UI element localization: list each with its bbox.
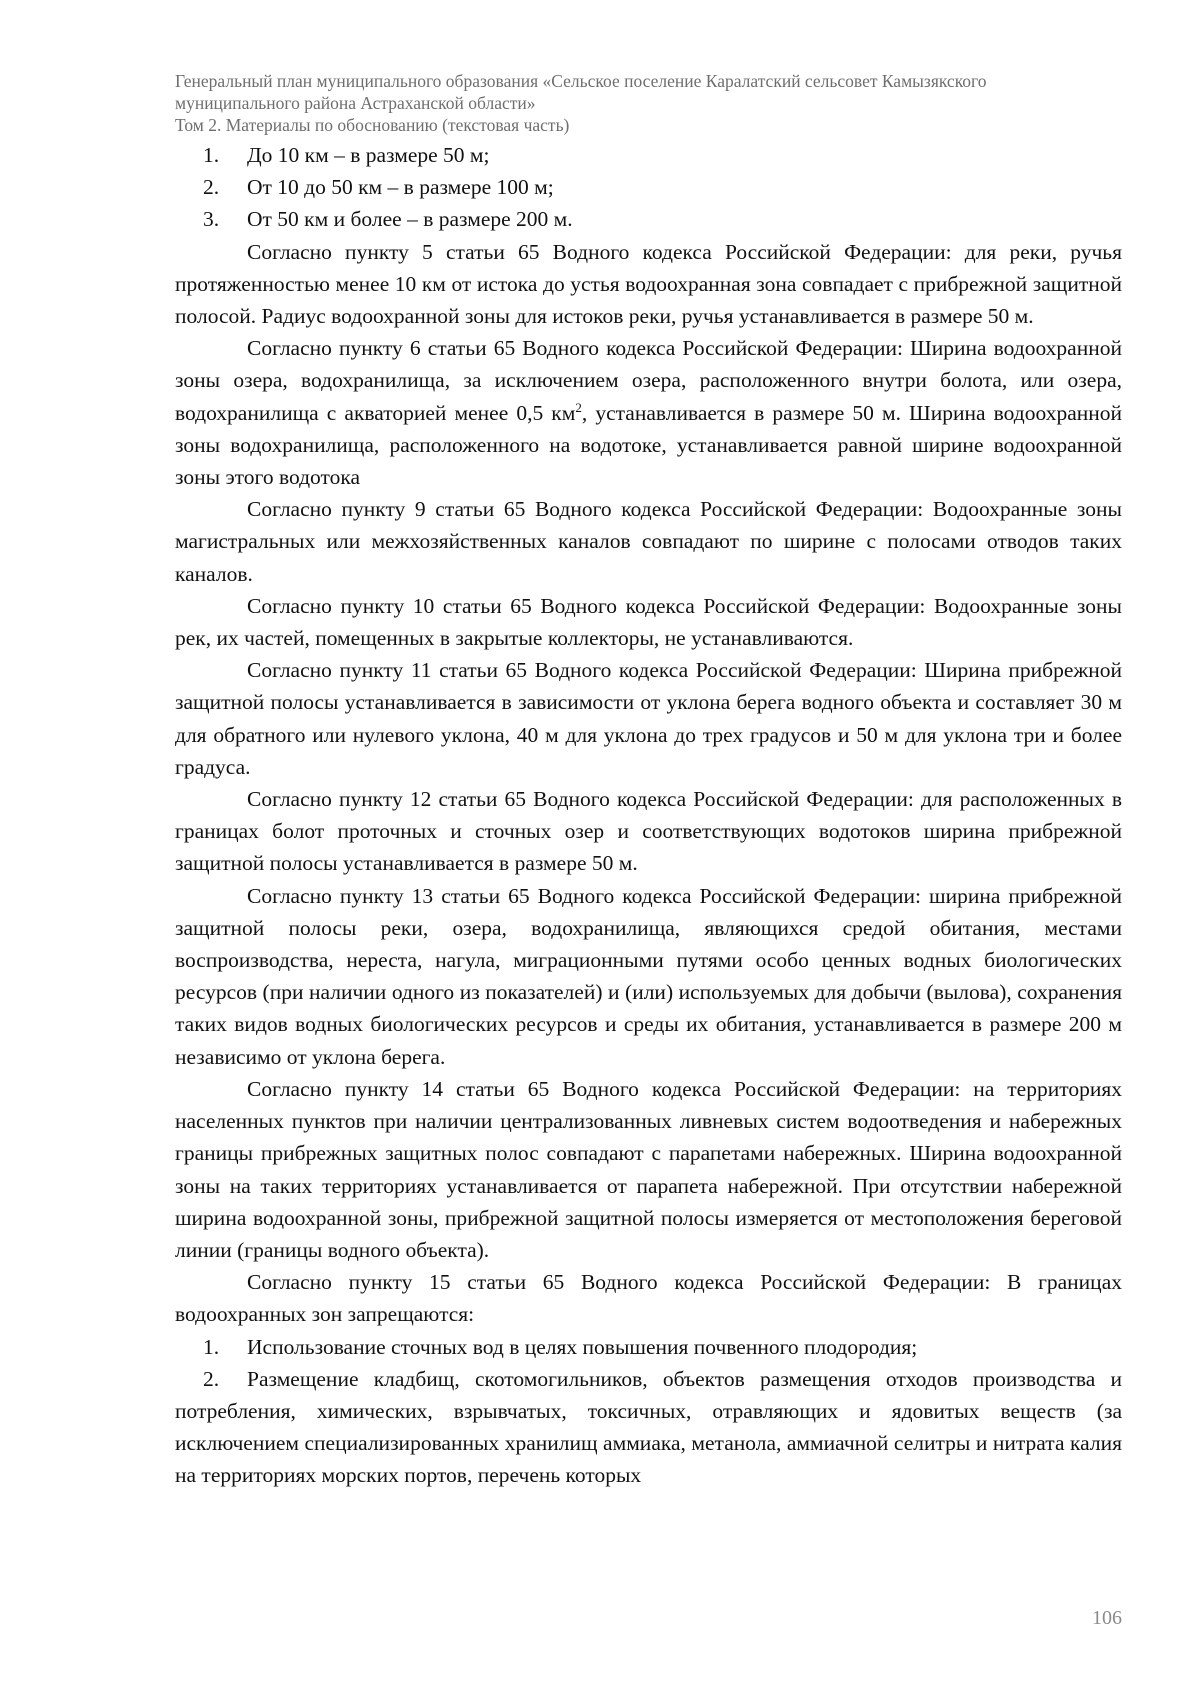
list-item-number: 1.: [203, 1334, 220, 1359]
list-item: [175, 203, 1122, 235]
list-item-text: Размещение кладбищ, скотомогильников, объектов размещения отходов производства и потребления, химических, взрывчатых, токсичных, отравляющих и ядовитых веществ (за исключением специализированных хранилищ аммиака, метанола, аммиачной селитры и нитрата калия на территориях морских портов, перечень которых: [175, 1366, 1122, 1488]
paragraph-clause-10: Согласно пункту 10 статьи 65 Водного кодекса Российской Федерации: Водоохранные зоны рек, их частей, помещенных в закрытые коллекторы, не устанавливаются.: [175, 593, 1122, 651]
list-item-number: 2.: [203, 1366, 220, 1391]
list-item-wrapped: [175, 1363, 1122, 1492]
list-item-text: От 10 до 50 км – в размере 100 м;: [247, 175, 554, 200]
list-item: [175, 1331, 1122, 1363]
paragraph-clause-11: Согласно пункту 11 статьи 65 Водного кодекса Российской Федерации: Ширина прибрежной защитной полосы устанавливается в зависимости от уклона берега водного объекта и составляет 30 м для обратного или нулевого уклона, 40 м для уклона до трех градусов и 50 м для уклона три и более градуса.: [175, 658, 1122, 779]
list-item: [175, 139, 1122, 171]
paragraph-clause-6-text-a: Согласно пункту 6 статьи 65 Водного кодекса Российской Федерации: Ширина водоохранной зоны озера, водохранилища, за исключением озера, расположенного внутри болота, или озера, водохранилища с акваторией менее 0,5 км: [175, 336, 1122, 425]
paragraph-clause-6-text-b: , устанавливается в размере 50 м. Ширина водоохранной зоны водохранилища, расположенного на водотоке, устанавливается равной ширине водоохранной зоны этого водотока: [175, 400, 1122, 490]
paragraph-clause-15: Согласно пункту 15 статьи 65 Водного кодекса Российской Федерации: В границах водоохранных зон запрещаются:: [175, 1270, 1122, 1327]
list-item-text: Использование сточных вод в целях повышения почвенного плодородия;: [247, 1334, 918, 1359]
list-item-text: От 50 км и более – в размере 200 м.: [247, 207, 573, 232]
list-item-number: 1.: [203, 143, 220, 167]
header-line-1: Генеральный план муниципального образования «Сельское поселение Каралатский сельсовет Камызякского: [175, 71, 987, 91]
list-item-text: До 10 км – в размере 50 м;: [247, 143, 490, 167]
list-item-number: 2.: [203, 175, 220, 200]
header-line-2: муниципального района Астраханской области»: [175, 93, 536, 113]
paragraph-clause-9: Согласно пункту 9 статьи 65 Водного кодекса Российской Федерации: Водоохранные зоны магистральных или межхозяйственных каналов совпадают по ширине с полосами отводов таких каналов.: [175, 497, 1122, 586]
superscript-2: 2: [575, 399, 582, 415]
list-item: [175, 171, 1122, 203]
paragraph-clause-12: Согласно пункту 12 статьи 65 Водного кодекса Российской Федерации: для расположенных в границах болот проточных и сточных озер и соответствующих водотоков ширина прибрежной защитной полосы устанавливается в размере 50 м.: [175, 787, 1122, 876]
paragraph-clause-6: [175, 332, 1122, 493]
running-header: [175, 70, 1135, 136]
header-line-3: Том 2. Материалы по обоснованию (текстовая часть): [175, 115, 570, 135]
paragraph-clause-14: Согласно пункту 14 статьи 65 Водного кодекса Российской Федерации: на территориях населенных пунктов при наличии централизованных ливневых систем водоотведения и набережных границы прибрежных защитных полос совпадают с парапетами набережных. Ширина водоохранной зоны на таких территориях устанавливается от парапета набережной. При отсутствии набережной ширина водоохранной зоны, прибрежной защитной полосы измеряется от местоположения береговой линии (границы водного объекта).: [175, 1076, 1122, 1262]
page-number: 106: [1092, 1607, 1122, 1629]
list-item-number: 3.: [203, 207, 220, 232]
document-body: [175, 139, 1122, 1492]
paragraph-clause-5: Согласно пункту 5 статьи 65 Водного кодекса Российской Федерации: для реки, ручья протяженностью менее 10 км от истока до устья водоохранная зона совпадает с прибрежной защитной полосой. Радиус водоохранной зоны для истоков реки, ручья устанавливается в размере 50 м.: [175, 239, 1122, 329]
paragraph-clause-13: Согласно пункту 13 статьи 65 Водного кодекса Российской Федерации: ширина прибрежной защитной полосы реки, озера, водохранилища, являющихся средой обитания, местами воспроизводства, нереста, нагула, миграционными путями особо ценных водных биологических ресурсов (при наличии одного из показателей) и (или) используемых для добычи (вылова), сохранения таких видов водных биологических ресурсов и среды их обитания, устанавливается в размере 200 м независимо от уклона берега.: [175, 883, 1122, 1069]
